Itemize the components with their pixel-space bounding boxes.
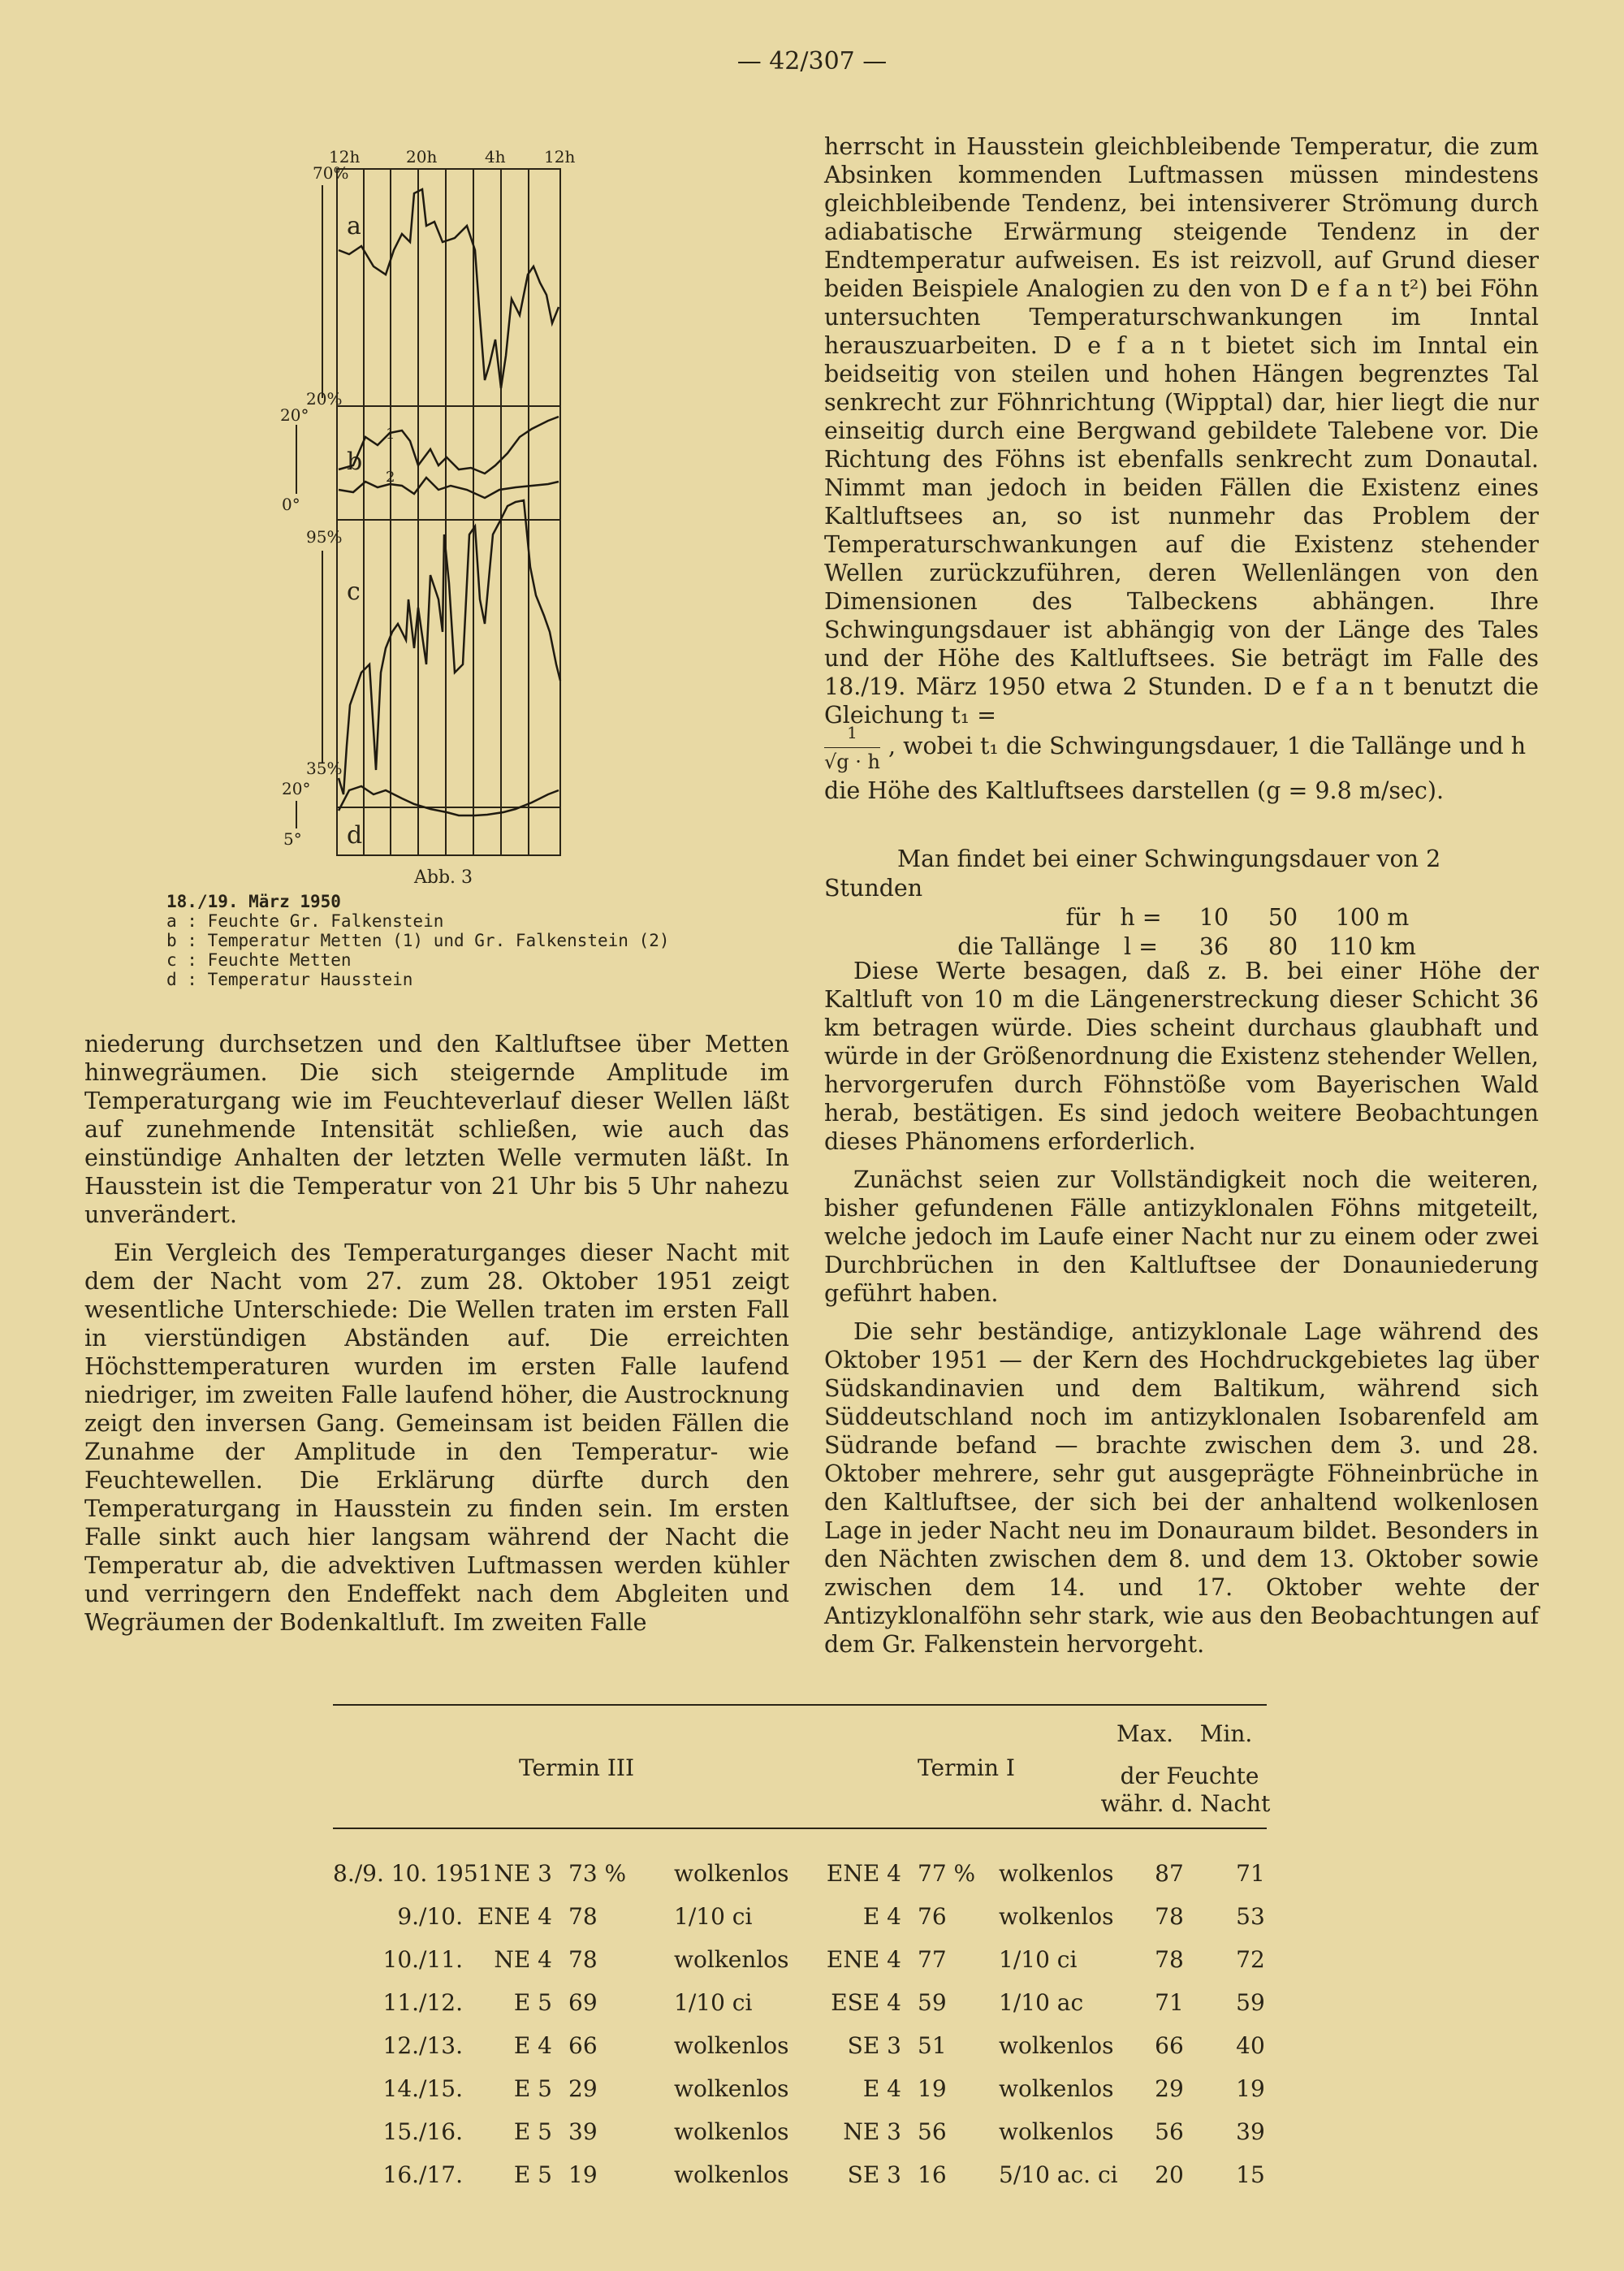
table-cell: 39 (1236, 2118, 1265, 2145)
curve-c (339, 500, 560, 794)
table-cell: 78 (568, 1903, 598, 1930)
table-cell: 87 (1155, 1860, 1184, 1887)
header-min: Min. (1199, 1720, 1253, 1747)
table-cell: E 5 (513, 1989, 552, 2016)
table-row (333, 2075, 1267, 2117)
table-cell: 16./17. (382, 2161, 463, 2188)
table-cell: wolkenlos (999, 2032, 1114, 2059)
table-cell: 66 (1155, 2032, 1184, 2059)
axis-label: 0° (282, 495, 300, 514)
axis-label: 70% (313, 163, 349, 183)
formula (824, 719, 1539, 805)
table-cell: 77 % (918, 1860, 976, 1887)
table-cell: 56 (918, 2118, 947, 2145)
table-cell: 8./9. 10. 1951 (333, 1860, 493, 1887)
table-row (333, 2118, 1267, 2161)
table-row (333, 2032, 1267, 2074)
table-cell: 59 (1236, 1989, 1265, 2016)
table-cell: 59 (918, 1989, 947, 2016)
table-cell: 10./11. (382, 1946, 463, 1973)
table-cell: 53 (1236, 1903, 1265, 1930)
table-cell: wolkenlos (999, 1903, 1114, 1930)
axis-label: 35% (306, 759, 343, 778)
axis-label: 20% (306, 389, 343, 409)
table-row (333, 2161, 1267, 2204)
header-termin-1: Termin I (918, 1754, 1015, 1781)
table-cell: 19 (568, 2161, 598, 2188)
table-cell: 9./10. (397, 1903, 463, 1930)
table-cell: ESE 4 (831, 1989, 901, 2016)
table-cell: wolkenlos (674, 1946, 789, 1973)
right-column-top (824, 132, 1539, 739)
row-value: 80 (1268, 933, 1298, 960)
tick-label: 4h (485, 147, 506, 167)
axis-label: 5° (283, 829, 302, 849)
table-cell: 16 (918, 2161, 947, 2188)
header-sub1: der Feuchte (1120, 1763, 1259, 1789)
table-cell: 66 (568, 2032, 598, 2059)
panel-letter: a (347, 212, 361, 240)
table-cell: E 5 (513, 2161, 552, 2188)
table-cell: 77 (918, 1946, 947, 1973)
table-cell: wolkenlos (999, 2118, 1114, 2145)
left-column (84, 1030, 789, 1646)
table-cell: 78 (1155, 1946, 1184, 1973)
table-cell: 78 (568, 1946, 598, 1973)
header-sub2: währ. d. Nacht (1100, 1790, 1271, 1817)
row-value: 10 (1199, 904, 1229, 931)
table-cell: wolkenlos (674, 2032, 789, 2059)
table-cell: 14./15. (382, 2075, 463, 2102)
row-label: für (1065, 904, 1100, 931)
table-cell: 71 (1236, 1860, 1265, 1887)
formula-text: , wobei t₁ die Schwingungsdauer, 1 die Tallänge und h die Höhe des Kaltluftsees darstellen (g = 9.8 m/sec). (824, 733, 1527, 804)
table-cell: 78 (1155, 1903, 1184, 1930)
fraction-denominator: √g · h (824, 751, 880, 773)
table-row (333, 1903, 1267, 1945)
table-cell: 71 (1155, 1989, 1184, 2016)
table-cell: 1/10 ci (674, 1903, 753, 1930)
wave-table-intro: Man findet bei einer Schwingungsdauer von 2 Stunden (824, 846, 1441, 902)
row-var: l = (1123, 933, 1159, 960)
table-cell: E 4 (513, 2032, 552, 2059)
table-cell: 56 (1155, 2118, 1184, 2145)
table-cell: 51 (918, 2032, 947, 2059)
table-cell: wolkenlos (674, 1860, 789, 1887)
row-label: die Tallänge (957, 933, 1100, 960)
legend-line: a : Feuchte Gr. Falkenstein (166, 911, 444, 931)
axis-label: 95% (306, 527, 343, 547)
tick-label: 12h (329, 147, 361, 167)
panel-letter: b (347, 448, 363, 476)
row-value: 100 m (1335, 904, 1410, 931)
table-row (333, 1989, 1267, 2031)
figure-legend (166, 892, 670, 989)
table-cell: SE 3 (847, 2161, 901, 2188)
table-cell: 11./12. (382, 1989, 463, 2016)
table-cell: SE 3 (847, 2032, 901, 2059)
tick-label: 20h (406, 147, 438, 167)
fraction-numerator: 1 (824, 719, 880, 748)
table-cell: ENE 4 (477, 1903, 552, 1930)
row-var: h = (1120, 904, 1162, 931)
table-rule-top (333, 1704, 1267, 1706)
paragraph: Die sehr beständige, antizyklonale Lage während des Oktober 1951 — der Kern des Hochdruckgebietes lag über Südskandinavien und dem Baltikum, während sich Süddeutschland noch im antizyklonalen Isobarenfeld am Südrande befand — brachte zwischen dem 3. und 28. Oktober mehrere, sehr gut ausgeprägte Föhneinbrüche in den Kaltluftsee, der sich bei der anhaltend wolkenlosen Lage in jeder Nacht neu im Donauraum bildet. Besonders in den Nächten zwischen dem 8. und dem 13. Oktober sowie zwischen dem 14. und 17. Oktober wehte der Antizyklonalföhn sehr stark, wie aus den Beobachtungen auf dem Gr. Falkenstein hervorgeht. (824, 1318, 1539, 1658)
table-cell: NE 4 (494, 1946, 552, 1973)
curve-d (339, 786, 559, 815)
table-cell: 72 (1236, 1946, 1265, 1973)
curve-mark: 2 (386, 469, 395, 486)
wave-table-row (824, 903, 1539, 932)
table-cell: E 4 (862, 1903, 901, 1930)
table-rule-mid (333, 1828, 1267, 1829)
table-cell: wolkenlos (999, 2075, 1114, 2102)
figure-meteorogram (272, 145, 613, 876)
table-cell: 12./13. (382, 2032, 463, 2059)
row-value: 110 km (1328, 933, 1416, 960)
table-cell: 19 (1236, 2075, 1265, 2102)
figure-title: Abb. 3 (414, 867, 473, 888)
axis-label: 20° (280, 405, 309, 425)
row-value: 50 (1268, 904, 1298, 931)
paragraph: Ein Vergleich des Temperaturganges dieser Nacht mit dem der Nacht vom 27. zum 28. Oktober 1951 zeigt wesentliche Unterschiede: Die Wellen traten im ersten Fall in vierstündigen Abständen auf. Die erreichten Höchsttemperaturen wurden im ersten Falle laufend niedriger, im zweiten Falle laufend höher, die Austrocknung zeigt den inversen Gang. Gemeinsam ist beiden Fällen die Zunahme der Amplitude in den Temperatur- wie Feuchtewellen. Die Erklärung dürfte durch den Temperaturgang in Hausstein zu finden sein. Im ersten Falle sinkt auch hier langsam während der Nacht die Temperatur ab, die advektiven Luftmassen werden kühler und verringern den Endeffekt nach dem Abgleiten und Wegräumen der Bodenkaltluft. Im zweiten Falle (84, 1239, 789, 1636)
table-cell: ENE 4 (826, 1860, 901, 1887)
table-cell: E 4 (862, 2075, 901, 2102)
table-cell: 73 % (568, 1860, 627, 1887)
table-cell: 40 (1236, 2032, 1265, 2059)
table-cell: wolkenlos (999, 1860, 1114, 1887)
right-column-bottom (824, 957, 1539, 1668)
table-cell: E 5 (513, 2075, 552, 2102)
table-cell: ENE 4 (826, 1946, 901, 1973)
table-cell: 1/10 ci (999, 1946, 1078, 1973)
page-number: — 42/307 — (736, 47, 888, 76)
curve-mark: 1 (386, 426, 395, 443)
paragraph: Zunächst seien zur Vollständigkeit noch die weiteren, bisher gefundenen Fälle antizyklonalen Föhns mitgeteilt, welche jedoch im Laufe einer Nacht nur zu einem oder zwei Durchbrüchen in den Kaltluftsee der Donauniederung geführt haben. (824, 1166, 1539, 1307)
table-cell: 5/10 ac. ci (999, 2161, 1118, 2188)
legend-line: b : Temperatur Metten (1) und Gr. Falkenstein (2) (166, 931, 670, 950)
table-cell: 76 (918, 1903, 947, 1930)
table-cell: NE 3 (494, 1860, 552, 1887)
wave-length-table (824, 845, 1539, 962)
row-value: 36 (1199, 933, 1229, 960)
table-cell: NE 3 (843, 2118, 901, 2145)
table-cell: wolkenlos (674, 2075, 789, 2102)
axis-label: 20° (282, 779, 311, 798)
figure-frame (337, 169, 560, 855)
table-cell: E 5 (513, 2118, 552, 2145)
paragraph: Diese Werte besagen, daß z. B. bei einer Höhe der Kaltluft von 10 m die Längenerstreckung dieser Schicht 36 km betragen würde. Dies scheint durchaus glaubhaft und würde in der Größenordnung die Existenz stehender Wellen, hervorgerufen durch Föhnstöße vom Bayerischen Wald herab, bestätigen. Es sind jedoch weitere Beobachtungen dieses Phänomens erforderlich. (824, 958, 1539, 1155)
table-cell: 69 (568, 1989, 598, 2016)
table-cell: 39 (568, 2118, 598, 2145)
table-row (333, 1860, 1267, 1902)
curve-b2 (339, 478, 559, 498)
table-cell: wolkenlos (674, 2118, 789, 2145)
table-cell: 29 (1155, 2075, 1184, 2102)
fraction (824, 719, 880, 776)
panel-letter: d (347, 821, 363, 850)
curve-b1 (339, 417, 559, 474)
table-cell: 1/10 ci (674, 1989, 753, 2016)
tick-label: 12h (544, 147, 576, 167)
legend-line: c : Feuchte Metten (166, 950, 352, 970)
paragraph: herrscht in Hausstein gleichbleibende Temperatur, die zum Absinken kommenden Luftmassen müssen mindestens gleichbleibende Tendenz, bei intensiverer Strömung durch adiabatische Erwärmung steigende Tendenz in der Endtemperatur aufweisen. Es ist reizvoll, auf Grund dieser beiden Beispiele Analogien zu den von D e f a n t²) bei Föhn untersuchten Temperaturschwankungen im Inntal herauszuarbeiten. D e f a n t bietet sich im Inntal ein beidseitig von steilen und hohen Hängen begrenztes Tal senkrecht zur Föhnrichtung (Wipptal) dar, hier liegt die nur einseitig durch eine Bergwand gebildete Talebene vor. Die Richtung des Föhns ist ebenfalls senkrecht zum Donautal. Nimmt man jedoch in beiden Fällen die Existenz eines Kaltluftsees an, so ist nunmehr das Problem der Temperaturschwankungen auf die Existenz stehender Wellen zurückzuführen, deren Wellenlängen von den Dimensionen des Talbeckens abhängen. Ihre Schwingungsdauer ist abhängig von der Länge des Tales und der Höhe des Kaltluftsees. Sie beträgt im Falle des 18./19. März 1950 etwa 2 Stunden. D e f a n t benutzt die Gleichung t₁ = (824, 133, 1539, 729)
table-cell: 20 (1155, 2161, 1184, 2188)
table-cell: 1/10 ac (999, 1989, 1084, 2016)
table-cell: wolkenlos (674, 2161, 789, 2188)
legend-line: 18./19. März 1950 (166, 892, 341, 911)
header-termin-3: Termin III (518, 1754, 635, 1781)
paragraph: niederung durchsetzen und den Kaltluftsee über Metten hinwegräumen. Die sich steigernde Amplitude im Temperaturgang wie im Feuchteverlauf dieser Wellen läßt auf zunehmende Intensität schließen, wie auch das einstündige Anhalten der letzten Welle vermuten läßt. In Hausstein ist die Temperatur von 21 Uhr bis 5 Uhr nahezu unverändert. (84, 1031, 789, 1228)
table-row (333, 1946, 1267, 1988)
table-cell: 15 (1236, 2161, 1265, 2188)
panel-letter: c (347, 577, 361, 606)
table-cell: 15./16. (382, 2118, 463, 2145)
legend-line: d : Temperatur Hausstein (166, 970, 413, 989)
table-cell: 19 (918, 2075, 947, 2102)
header-max: Max. (1116, 1720, 1174, 1747)
curve-a (339, 189, 559, 388)
table-cell: 29 (568, 2075, 598, 2102)
